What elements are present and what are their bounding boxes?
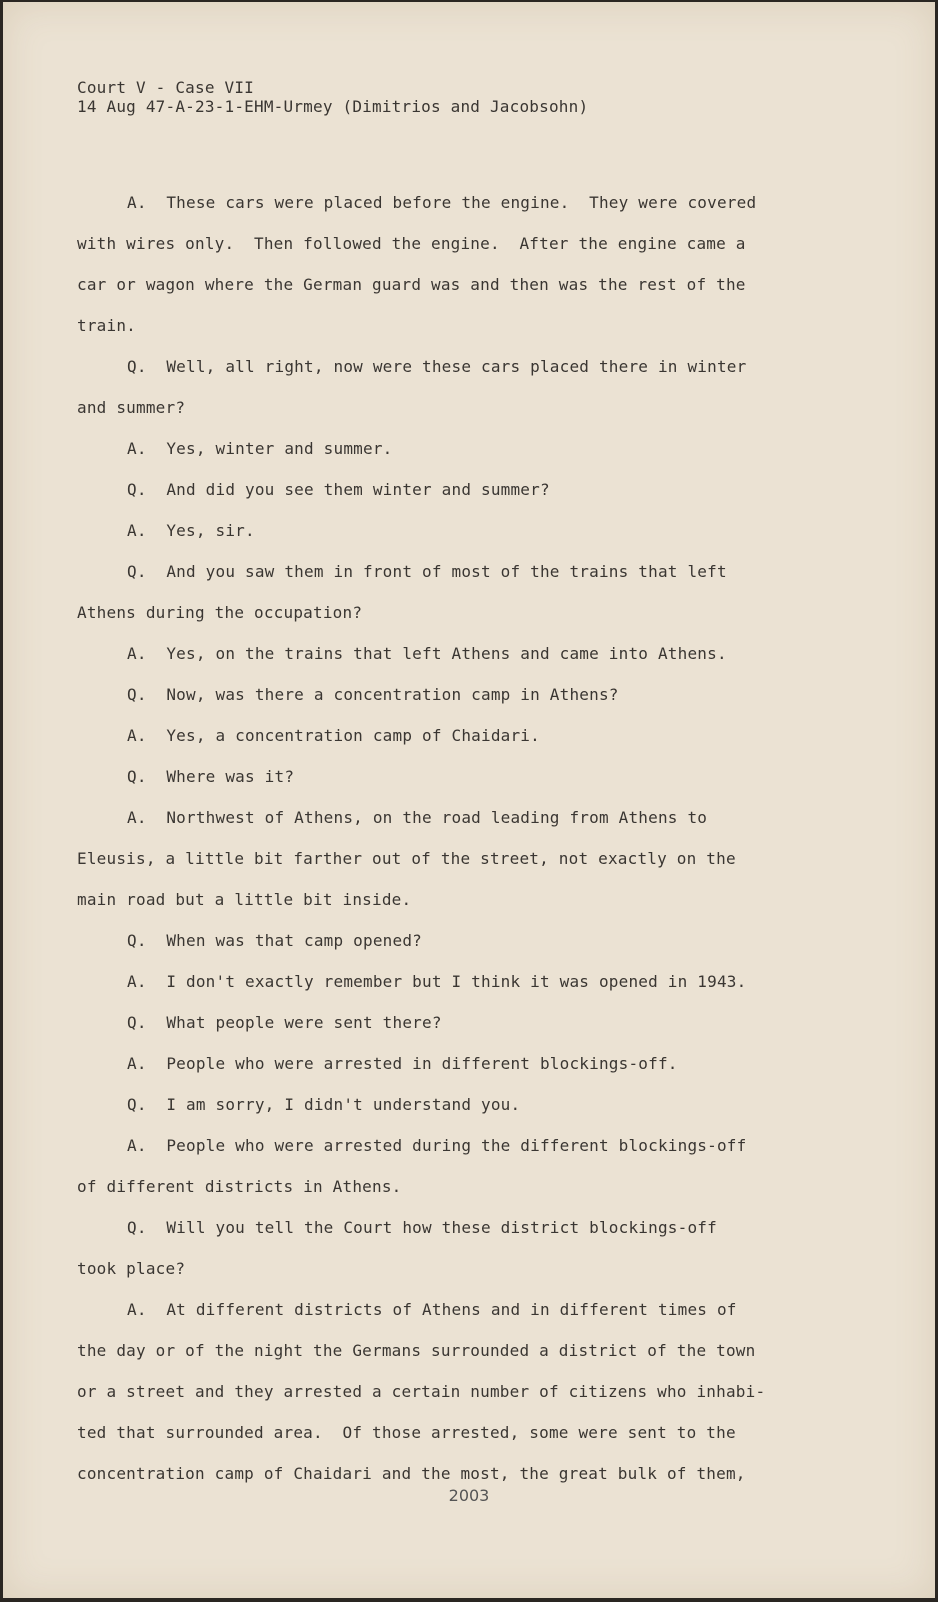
transcript-line: Q. Where was it?	[127, 767, 295, 786]
transcript-line: A. Yes, a concentration camp of Chaidari.	[127, 726, 540, 745]
transcript-line: ted that surrounded area. Of those arrested, some were sent to the	[77, 1423, 736, 1442]
transcript-line: A. I don't exactly remember but I think it was opened in 1943.	[127, 972, 747, 991]
transcript-line: Q. What people were sent there?	[127, 1013, 442, 1032]
transcript-line: Athens during the occupation?	[77, 603, 363, 622]
transcript-line: A. Yes, on the trains that left Athens and came into Athens.	[127, 644, 727, 663]
transcript-line: A. Yes, sir.	[127, 521, 255, 540]
transcript-line: Q. When was that camp opened?	[127, 931, 422, 950]
page-number: 2003	[448, 1486, 490, 1505]
transcript-line: A. Northwest of Athens, on the road leading from Athens to	[127, 808, 708, 827]
transcript-line: A. People who were arrested during the different blockings-off	[127, 1136, 747, 1155]
transcript-line: of different districts in Athens.	[77, 1177, 402, 1196]
transcript-line: Q. Now, was there a concentration camp in Athens?	[127, 685, 619, 704]
header-court-case: Court V - Case VII	[77, 78, 254, 97]
transcript-line: took place?	[77, 1259, 186, 1278]
transcript-body	[77, 192, 897, 1504]
transcript-line: train.	[77, 316, 136, 335]
transcript-line: car or wagon where the German guard was and then was the rest of the	[77, 275, 746, 294]
transcript-line: Q. And did you see them winter and summer?	[127, 480, 550, 499]
header-session-info: 14 Aug 47-A-23-1-EHM-Urmey (Dimitrios and Jacobsohn)	[77, 97, 589, 116]
transcript-line: and summer?	[77, 398, 186, 417]
transcript-line: Q. Well, all right, now were these cars placed there in winter	[127, 357, 747, 376]
transcript-line: A. At different districts of Athens and in different times of	[127, 1300, 737, 1319]
document-header	[77, 78, 588, 116]
transcript-line: Q. I am sorry, I didn't understand you.	[127, 1095, 521, 1114]
transcript-line: concentration camp of Chaidari and the most, the great bulk of them,	[77, 1464, 746, 1483]
document-page	[3, 2, 935, 1598]
transcript-line: main road but a little bit inside.	[77, 890, 412, 909]
transcript-line: A. People who were arrested in different blockings-off.	[127, 1054, 678, 1073]
transcript-line: the day or of the night the Germans surrounded a district of the town	[77, 1341, 756, 1360]
transcript-line: or a street and they arrested a certain number of citizens who inhabi-	[77, 1382, 766, 1401]
transcript-line: Eleusis, a little bit farther out of the street, not exactly on the	[77, 849, 736, 868]
transcript-line: A. Yes, winter and summer.	[127, 439, 393, 458]
transcript-line: Q. And you saw them in front of most of the trains that left	[127, 562, 727, 581]
transcript-line: A. These cars were placed before the engine. They were covered	[127, 193, 757, 212]
transcript-line: with wires only. Then followed the engine. After the engine came a	[77, 234, 746, 253]
transcript-line: Q. Will you tell the Court how these district blockings-off	[127, 1218, 717, 1237]
